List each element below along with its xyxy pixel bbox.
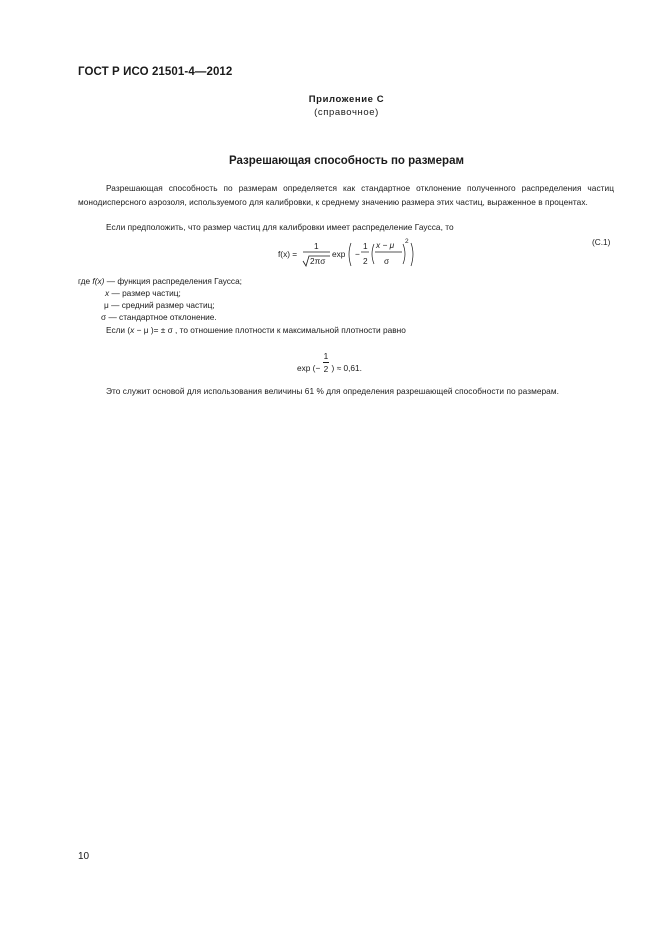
right-bracket-icon bbox=[411, 243, 413, 266]
legend-sigma bbox=[101, 311, 217, 324]
legend-symbol: x bbox=[105, 288, 110, 298]
formula-power: 2 bbox=[405, 238, 409, 245]
formula-frac-den: 2πσ bbox=[310, 256, 326, 266]
formula-half-num: 1 bbox=[363, 241, 368, 251]
left-bracket-icon bbox=[349, 243, 351, 266]
legend-prefix: где bbox=[78, 276, 91, 286]
formula-frac-num: 1 bbox=[314, 241, 319, 251]
condition-prefix: Если ( bbox=[106, 325, 131, 335]
formula-exp: exp bbox=[332, 249, 346, 259]
formula-lhs: f(x) = bbox=[278, 249, 298, 259]
left-paren-icon bbox=[372, 244, 374, 264]
paragraph-conclusion: Это служит основой для использования величины 61 % для определения разрешающей способности по размерам. bbox=[106, 386, 559, 396]
condition-text: − μ )= ± σ , то отношение плотности к максимальной плотности равно bbox=[134, 325, 406, 335]
formula2-den: 2 bbox=[323, 364, 329, 374]
paragraph-assumption: Если предположить, что размер частиц для калибровки имеет распределение Гаусса, то bbox=[106, 222, 454, 232]
paragraph-definition: Разрешающая способность по размерам определяется как стандартное отклонение полученного распределения частиц монодисперсного аэрозоля, используемого для калибровки, к среднему значению размера этих частиц, выраженное в процентах. bbox=[78, 183, 614, 207]
formula2-rest: ) ≈ 0,61. bbox=[331, 362, 362, 373]
formula2-exp: exp (− bbox=[297, 362, 321, 373]
formula-ratio bbox=[297, 348, 362, 373]
condition-line bbox=[106, 324, 406, 337]
formula-inner-den: σ bbox=[384, 256, 390, 266]
formula-half-den: 2 bbox=[363, 256, 368, 266]
page-number: 10 bbox=[78, 851, 90, 862]
legend-symbol: σ bbox=[101, 312, 107, 322]
legend-fx bbox=[78, 275, 242, 288]
condition-symbol: x bbox=[130, 325, 135, 335]
legend-symbol: f(x) bbox=[92, 276, 105, 286]
legend-text: — размер частиц; bbox=[111, 288, 181, 298]
legend-text: — функция распределения Гаусса; bbox=[106, 276, 242, 286]
appendix-label: Приложение С bbox=[308, 94, 385, 105]
legend-mu bbox=[104, 299, 215, 312]
document-header: ГОСТ Р ИСО 21501-4—2012 bbox=[78, 66, 233, 78]
legend-symbol: μ bbox=[104, 300, 109, 310]
formula2-num: 1 bbox=[323, 351, 329, 361]
section-title: Разрешающая способность по размерам bbox=[229, 155, 464, 167]
legend-text: — стандартное отклонение. bbox=[108, 312, 217, 322]
formula-gauss bbox=[270, 233, 430, 273]
right-paren-icon bbox=[403, 244, 405, 264]
formula-label: (C.1) bbox=[592, 237, 611, 247]
legend-x bbox=[105, 287, 181, 300]
formula2-fraction bbox=[323, 350, 330, 375]
appendix-type: (справочное) bbox=[314, 107, 379, 118]
svg-text:−: − bbox=[355, 249, 360, 259]
formula-inner-num: x − μ bbox=[376, 240, 395, 250]
legend-text: — средний размер частиц; bbox=[111, 300, 215, 310]
